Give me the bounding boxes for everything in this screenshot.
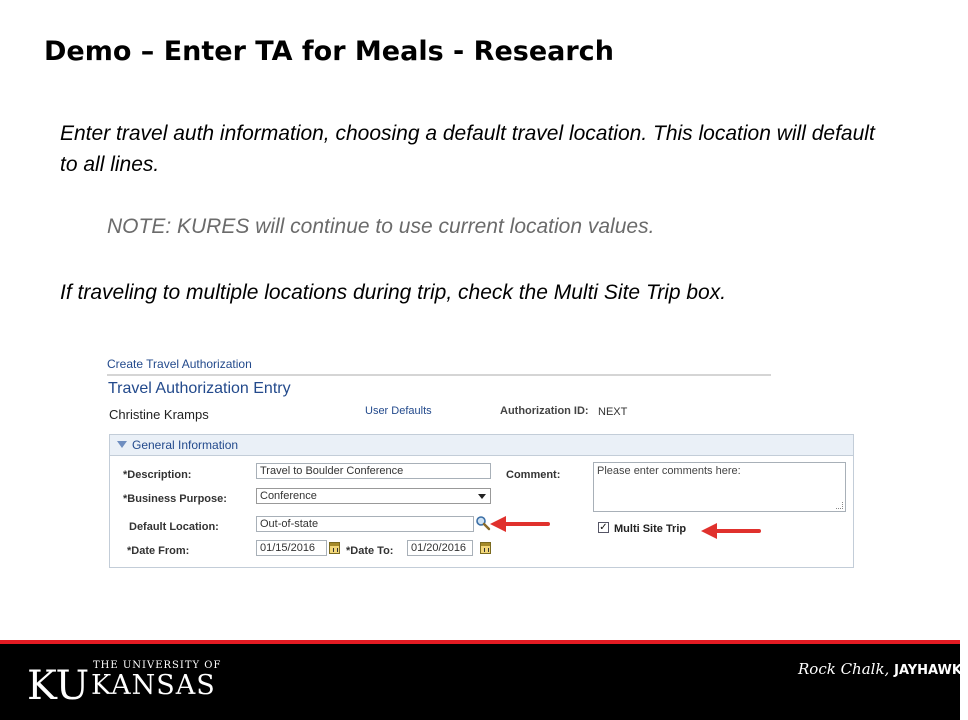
user-name: Christine Kramps xyxy=(109,407,209,422)
description-field[interactable]: Travel to Boulder Conference xyxy=(256,463,491,479)
comment-label: Comment: xyxy=(506,469,561,481)
comment-textarea[interactable] xyxy=(593,462,846,512)
date-from-label: *Date From: xyxy=(127,545,190,557)
university-name: KANSAS xyxy=(91,670,216,701)
ku-logo xyxy=(26,662,90,709)
tagline-bold: JAYHAWK! xyxy=(894,663,968,678)
business-purpose-select[interactable] xyxy=(256,488,491,504)
header-divider xyxy=(107,374,771,376)
page-title: Travel Authorization Entry xyxy=(108,380,291,397)
general-information-section xyxy=(109,434,854,568)
section-title[interactable]: General Information xyxy=(132,438,239,452)
red-arrow-icon xyxy=(488,514,552,534)
comment-text: Please enter comments here: xyxy=(597,465,741,477)
university-small-text: THE UNIVERSITY OF xyxy=(93,660,222,671)
triangle-down-icon[interactable] xyxy=(117,441,127,448)
resize-handle-icon[interactable] xyxy=(836,502,843,509)
authorization-id-value: NEXT xyxy=(598,406,628,418)
multi-site-checkbox[interactable]: ✓ xyxy=(599,522,608,533)
authorization-id-label: Authorization ID: xyxy=(500,405,589,417)
ku-logo-text: KU xyxy=(27,663,90,709)
date-to-field[interactable]: 01/20/2016 xyxy=(407,540,473,556)
breadcrumb[interactable]: Create Travel Authorization xyxy=(107,357,252,371)
note-paragraph: NOTE: KURES will continue to use current location values. xyxy=(107,215,655,238)
default-location-field[interactable]: Out-of-state xyxy=(256,516,474,532)
slide-title: Demo – Enter TA for Meals - Research xyxy=(44,36,614,67)
date-to-label: *Date To: xyxy=(346,545,394,557)
tagline-script: Rock Chalk, xyxy=(798,660,890,678)
multi-site-paragraph: If traveling to multiple locations during trip, check the Multi Site Trip box. xyxy=(60,281,727,304)
date-from-field[interactable]: 01/15/2016 xyxy=(256,540,327,556)
default-location-label: Default Location: xyxy=(129,521,219,533)
section-header[interactable] xyxy=(110,435,853,456)
business-purpose-value: Conference xyxy=(260,490,317,502)
tagline xyxy=(798,660,968,678)
description-label: *Description: xyxy=(123,469,192,481)
calendar-icon[interactable] xyxy=(329,542,340,554)
red-arrow-icon xyxy=(699,521,763,541)
multi-site-label: Multi Site Trip xyxy=(614,523,687,535)
business-purpose-label: *Business Purpose: xyxy=(123,493,227,505)
chevron-down-icon[interactable] xyxy=(478,494,486,499)
instruction-paragraph: Enter travel auth information, choosing a default travel location. This location will default to all lines. xyxy=(60,122,875,176)
calendar-icon[interactable] xyxy=(480,542,491,554)
user-defaults-link[interactable]: User Defaults xyxy=(365,405,432,417)
